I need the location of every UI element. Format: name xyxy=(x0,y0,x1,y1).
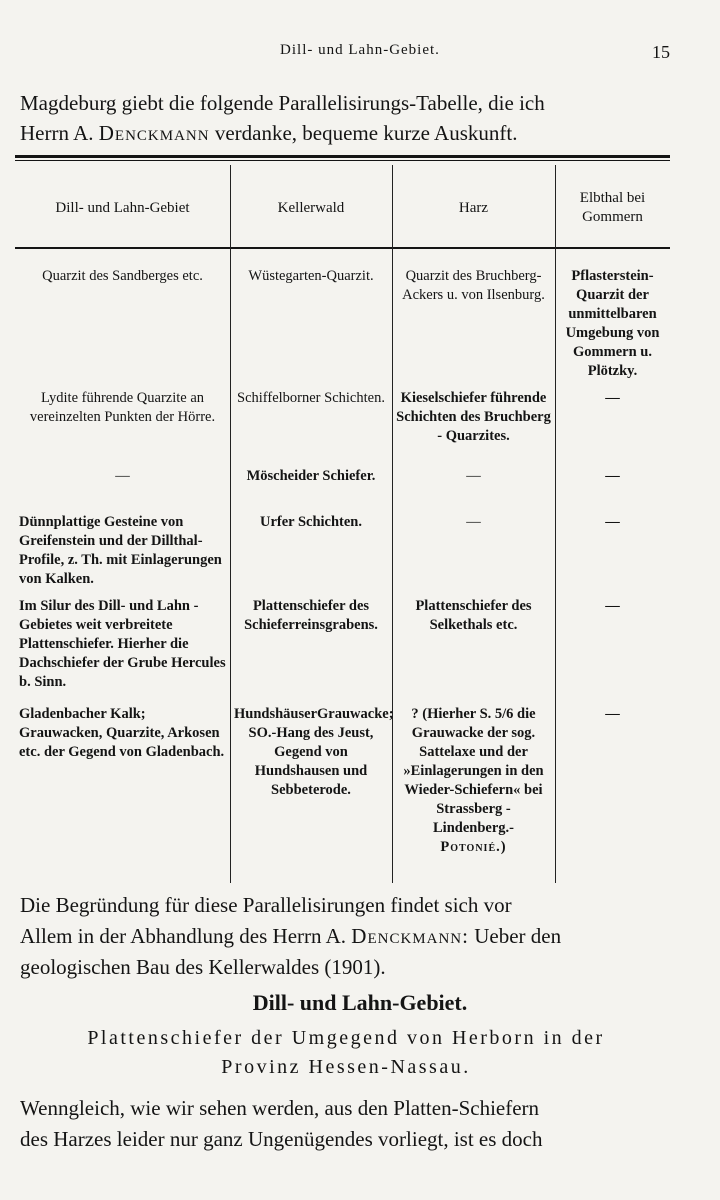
para2-line-1: Die Begründung für diese Parallelisirungen findet sich vor xyxy=(20,893,512,917)
table-row xyxy=(15,467,670,513)
table-cell: Dünnplattige Gesteine von Greifenstein und der Dillthal-Profile, z. Th. mit Einlagerungen von Kalken. xyxy=(19,514,222,587)
table-cell: — xyxy=(115,468,130,484)
intro-line-2b: verdanke, bequeme kurze Auskunft. xyxy=(214,121,518,145)
para2-line-3: geologischen Bau des Kellerwaldes (1901). xyxy=(20,955,386,979)
subtitle-line-2: Provinz Hessen-Nassau. xyxy=(221,1056,471,1078)
intro-line-2a: Herrn A. xyxy=(20,121,94,145)
table-cell: — xyxy=(605,468,620,484)
author-name: Denckmann xyxy=(98,121,210,145)
table-row xyxy=(15,249,670,389)
table-row xyxy=(15,389,670,467)
section-title: Dill- und Lahn-Gebiet. xyxy=(252,990,468,1015)
justification-paragraph xyxy=(20,890,672,983)
running-title: Dill- und Lahn-Gebiet. xyxy=(280,42,440,58)
table-cell: Pflasterstein-Quarzit der unmittelbaren Umgebung von Gommern u. Plötzky. xyxy=(565,268,660,379)
header-elbthal: Elbthal bei Gommern xyxy=(579,190,646,225)
table-cell: Im Silur des Dill- und Lahn - Gebietes weit verbreitete Plattenschiefer. Hierher die Dachschiefer der Grube Hercules b. Sinn. xyxy=(19,598,226,690)
table-row xyxy=(15,513,670,597)
table-cell: Gladenbacher Kalk; Grauwacken, Quarzite, Arkosen etc. der Gegend von Gladenbach. xyxy=(19,706,225,760)
header-dill-lahn: Dill- und Lahn-Gebiet xyxy=(55,199,190,216)
table-cell: Wüstegarten-Quarzit. xyxy=(248,268,374,284)
table-cell: Möscheider Schiefer. xyxy=(246,468,376,484)
table-cell: HundshäuserGrauwacke; SO.-Hang des Jeust, Gegend von Hundshausen und Sebbeterode. xyxy=(234,706,394,798)
header-harz: Harz xyxy=(458,199,489,216)
page-header xyxy=(0,38,720,68)
table-cell: — xyxy=(605,514,620,530)
table-cell: Schiffelborner Schichten. xyxy=(237,390,385,406)
body-paragraph xyxy=(20,1093,672,1155)
table-cell: — xyxy=(466,468,481,484)
table-cell: — xyxy=(605,598,620,614)
table-header-row xyxy=(15,167,670,249)
harz-last-cell-text: ? (Hierher S. 5/6 die Grauwacke der sog. Sattelaxe und der »Einlagerungen in den Wieder-Schiefern« bei Strassberg - Lindenberg.- xyxy=(403,706,544,836)
para2-line-2b: Ueber den xyxy=(474,924,562,948)
table-row xyxy=(15,597,670,705)
table-cell: Quarzit des Bruchberg-Ackers u. von Ilsenburg. xyxy=(402,268,545,303)
table-top-rule-thin xyxy=(15,160,670,161)
author-name: Denckmann: xyxy=(351,924,469,948)
table-cell xyxy=(392,705,555,865)
header-kellerwald: Kellerwald xyxy=(277,199,345,216)
page-number: 15 xyxy=(652,42,670,62)
table-cell: — xyxy=(605,390,620,406)
parallelisation-table xyxy=(15,155,670,883)
correlation-table xyxy=(15,167,670,865)
intro-line-1: Magdeburg giebt die folgende Parallelisirungs-Tabelle, die ich xyxy=(20,91,545,115)
table-cell: Quarzit des Sandberges etc. xyxy=(42,268,203,284)
section-subtitle xyxy=(20,1024,672,1082)
para3-line-2: des Harzes leider nur ganz Ungenügendes vorliegt, ist es doch xyxy=(20,1127,543,1151)
table-cell: — xyxy=(466,514,481,530)
table-cell: Urfer Schichten. xyxy=(259,514,363,530)
table-cell: Plattenschiefer des Selkethals etc. xyxy=(415,598,532,633)
para3-line-1: Wenngleich, wie wir sehen werden, aus den Platten-Schiefern xyxy=(20,1096,540,1120)
table-top-rule xyxy=(15,155,670,158)
table-cell: Kieselschiefer führende Schichten des Bruchberg - Quarzites. xyxy=(396,390,551,444)
author-name: Potonié.) xyxy=(440,839,507,855)
table-cell: — xyxy=(605,706,620,722)
table-cell: Plattenschiefer des Schieferreinsgrabens. xyxy=(244,598,378,633)
table-row xyxy=(15,705,670,865)
intro-paragraph xyxy=(20,88,670,148)
subtitle-line-1: Plattenschiefer der Umgegend von Herborn in der xyxy=(87,1027,605,1049)
table-cell: Lydite führende Quarzite an vereinzelten Punkten der Hörre. xyxy=(29,390,216,425)
para2-line-2a: Allem in der Abhandlung des Herrn A. xyxy=(20,924,347,948)
